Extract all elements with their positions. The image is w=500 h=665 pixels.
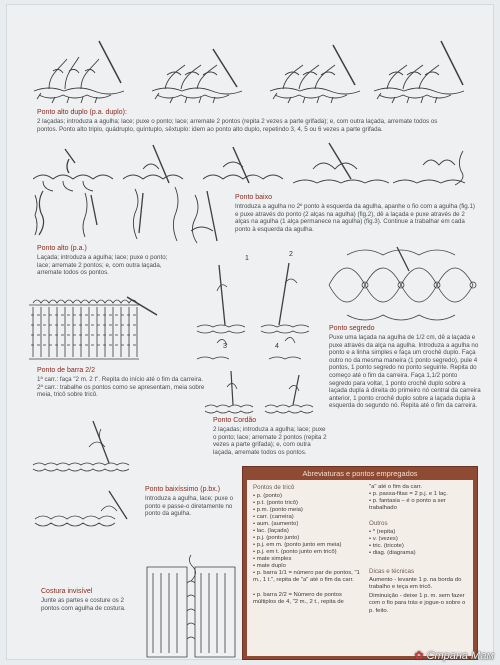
figure-number-1: 1 [245,255,249,262]
crochet-chain-needle-illustration [29,419,141,485]
knit-rib-swatch [27,295,159,363]
ponto-baixo-figures [193,251,323,367]
abbreviations-col1-heading: Pontos de tricô [253,484,295,491]
abbreviation-item: • p. (ponto) [253,493,282,499]
ponto-segredo-title: Ponto segredo [329,325,375,332]
abbreviation-item: • v. (vezes) [369,536,398,542]
abbreviation-item: • * (repita) [369,529,396,535]
abbreviation-item: • mate simples [253,556,292,562]
abbreviation-item: • lac. (laçada) [253,528,289,534]
ponto-baixissimo-illustration [31,489,141,533]
flower-icon: ✿ [414,650,424,662]
ponto-cordao-text: 2 laçadas; introduza a agulha; lace; puxe o ponto; lace; arremate 2 pontos (repita 2 vezes a parte grifada); e, com outra laçada, arremate todos os pontos. [213,426,327,456]
abbreviation-item: • p. barra 1/1 = número par de pontos, "1 m., 1 t.", repita de "a" até o fim da carr. [253,570,360,584]
abbreviation-item: • p. fantasia – é o ponto a ser trabalhado [369,498,446,512]
abbreviation-item: • diag. (diagrama) [369,550,416,556]
stitch-illustration-top [29,31,479,105]
abbreviation-item: • aum. (aumento) [253,521,299,527]
ponto-cordao-illustration [203,367,323,419]
abbreviation-item: "a" até o fim da carr. [369,484,422,490]
ponto-cordao-title: Ponto Cordão [213,417,257,424]
abbreviation-item: • p.j. em m. (ponto junto em meia) [253,542,342,548]
abbreviation-item: • p.t. (ponto tricô) [253,500,298,506]
ponto-baixo-text: Introduza a agulha no 2º ponto à esquerda da agulha, apanhe o fio com a agulha (fig.1) e puxe através do ponto (2 alças na agulha) (fig.2), dê a laçada e puxe através de 2 alças na agulha (1 alça permanece na agulha) (fig.3). Continue a trabalhar em cada ponto à esquerda da agulha. [235,203,475,233]
ponto-alto-duplo-text: 2 laçadas; introduza a agulha; lace; puxe o ponto; lace; arremate 2 pontos (repita 2 vezes a parte grifada); e, com outra laçada, arremate todos os pontos. Ponto alto triplo, quádruplo, quíntuplo, sêxtuplo: idem ao ponto alto duplo, repetindo 3, 4, 5 ou 6 vezes a parte grifada. [37,118,438,133]
costura-title: Costura invisível [41,588,93,595]
abbreviation-item: • tric. (tricote) [369,543,404,549]
ponto-alto-illustration [25,185,190,245]
abbreviation-item: • p.j. (ponto junto) [253,535,300,541]
abbreviations-title: Abreviaturas e pontos empregados [302,469,418,478]
site-watermark [414,649,494,662]
tips-heading: Dicas e técnicas [369,568,415,575]
tip-item: Aumento - levante 1 p. na borda do trabalho e teça em tricô. [369,577,462,591]
abbreviation-item: • p.j. em t. (ponto junto em tricô) [253,549,337,555]
abbreviation-item: • p. passa-fitas = 2 p.j. e 1 laç. [369,491,448,497]
ponto-baixissimo-text: Introduza a agulha, lace; puxe o ponto e passe-o diretamente no ponto da agulha. [145,495,234,518]
abbreviation-item: • mate duplo [253,563,286,569]
abbreviations-body [247,480,473,656]
ponto-baixo-title: Ponto baixo [235,194,272,201]
magazine-page [6,4,494,660]
figure-number-2: 2 [289,251,293,258]
ponto-segredo-illustration [327,245,483,321]
ponto-segredo-text: Puxe uma laçada na agulha de 1/2 cm, dê a laçada e puxe através da alça na agulha. Introduza a agulha no ponto e a linha simples e faça um crochê duplo. Faça outro no da mesma maneira (1 ponto segredo), pule 4 pontos, 1 ponto segredo no ponto seguinte. Repita do começo até o fim da carreira. Faça 1,1/2 ponto segredo para voltar, 1 ponto crochê duplo sobre a laçada dupla à direita do primeiro nó central da carreira anterior, 1 ponto crochê duplo sobre a laçada dupla à esquerda do segundo nó. Repita até o fim da carreira. [329,334,481,410]
tip-item: Diminuição - deixe 1 p. m. sem fazer com o fio para trás e jogue-o sobre o p. feito. [369,593,466,614]
figure-number-4: 4 [275,343,279,350]
ponto-alto-duplo-title: Ponto alto duplo (p.a. duplo): [37,109,127,116]
watermark-text: Страна Мам [426,650,494,662]
ponto-barra-text: 1ª carr.: faça "2 m. 2 t". Repita do início até o fim da carreira. 2ª carr.: trabalhe os pontos como se apresentam, meia sobre meia, tricô sobre tricô. [37,376,205,399]
abbreviations-panel [242,466,478,660]
ponto-baixo-illustration [187,191,227,247]
costura-invisivel-illustration [143,553,239,659]
figure-number-3: 3 [223,343,227,350]
ponto-alto-title: Ponto alto (p.a.) [37,245,87,252]
costura-text: Junte as partes e costure os 2 pontos com agulha de costura. [41,597,126,612]
abbreviation-item: • carr. (carreira) [253,514,294,520]
abbreviation-item: • p. barra 2/2 = Número de pontos múltiplos de 4, "2 m., 2 t., repita de [253,592,344,606]
ponto-alto-text: Laçada; introduza a agulha; lace; puxe o ponto; lace; arremate 2 pontos; e, com outra laçada, arremate todos os pontos. [37,254,168,277]
ponto-barra-title: Ponto de barra 2/2 [37,367,95,374]
ponto-baixissimo-title: Ponto baixíssimo (p.bx.) [145,486,221,493]
abbreviations-other-heading: Outros [369,520,388,527]
abbreviation-item: • p.m. (ponto meia) [253,507,303,513]
